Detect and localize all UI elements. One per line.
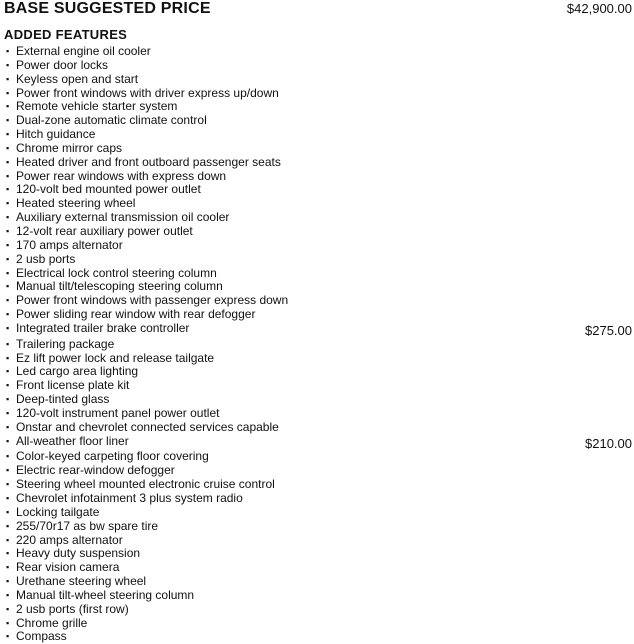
bullet-icon: ▪ xyxy=(6,225,10,236)
feature-price: $275.00 xyxy=(585,322,632,338)
bullet-icon: ▪ xyxy=(6,322,10,333)
feature-label: Manual tilt-wheel steering column xyxy=(16,587,195,602)
feature-label: Trailering package xyxy=(16,336,115,351)
feature-label: Color-keyed carpeting floor covering xyxy=(16,449,209,464)
feature-label: 2 usb ports (first row) xyxy=(16,601,129,616)
feature-label: Front license plate kit xyxy=(16,378,130,393)
bullet-icon: ▪ xyxy=(6,493,10,503)
bullet-icon: ▪ xyxy=(6,170,10,181)
feature-item xyxy=(6,267,632,281)
bullet-icon: ▪ xyxy=(6,631,10,642)
bullet-icon: ▪ xyxy=(6,115,10,126)
base-price-title: BASE SUGGESTED PRICE xyxy=(4,0,211,17)
feature-label: 120-volt instrument panel power outlet xyxy=(16,405,220,420)
feature-item xyxy=(6,435,632,451)
bullet-icon: ▪ xyxy=(6,142,10,153)
feature-item xyxy=(6,365,632,379)
feature-item xyxy=(6,73,632,87)
feature-item xyxy=(6,352,632,366)
feature-label: 255/70r17 as bw spare tire xyxy=(16,518,159,533)
feature-label: Deep-tinted glass xyxy=(16,392,110,407)
feature-item xyxy=(6,393,632,407)
bullet-icon: ▪ xyxy=(6,281,10,292)
added-features-list xyxy=(6,45,632,644)
feature-label: Electric rear-window defogger xyxy=(16,463,175,478)
feature-item xyxy=(6,322,632,338)
feature-label: Electrical lock control steering column xyxy=(16,265,217,280)
feature-item xyxy=(6,100,632,114)
bullet-icon: ▪ xyxy=(6,184,10,195)
feature-label: Chrome grille xyxy=(16,615,88,630)
feature-item xyxy=(6,547,632,561)
bullet-icon: ▪ xyxy=(6,73,10,84)
feature-item xyxy=(6,225,632,239)
bullet-icon: ▪ xyxy=(6,309,10,320)
bullet-icon: ▪ xyxy=(6,589,10,600)
feature-label: Rear vision camera xyxy=(16,560,120,575)
feature-item xyxy=(6,211,632,225)
feature-label: Power front windows with driver express up/down xyxy=(16,85,279,100)
bullet-icon: ▪ xyxy=(6,366,10,377)
feature-item xyxy=(6,534,632,548)
feature-item xyxy=(6,114,632,128)
feature-item xyxy=(6,464,632,478)
feature-label: Power rear windows with express down xyxy=(16,168,227,183)
bullet-icon: ▪ xyxy=(6,451,10,462)
feature-item xyxy=(6,630,632,644)
bullet-icon: ▪ xyxy=(6,534,10,545)
feature-label: Auxiliary external transmission oil cooler xyxy=(16,210,230,225)
feature-item xyxy=(6,253,632,267)
bullet-icon: ▪ xyxy=(6,87,10,98)
feature-label: Chevrolet infotainment 3 plus system radio xyxy=(16,491,243,505)
feature-label: Keyless open and start xyxy=(16,71,139,86)
feature-label: 170 amps alternator xyxy=(16,237,123,252)
feature-item xyxy=(6,506,632,520)
bullet-icon: ▪ xyxy=(6,394,10,405)
feature-item xyxy=(6,338,632,352)
feature-label: Heated steering wheel xyxy=(16,196,136,211)
feature-item xyxy=(6,450,632,464)
feature-label: Ez lift power lock and release tailgate xyxy=(16,350,215,365)
bullet-icon: ▪ xyxy=(6,520,10,531)
feature-item xyxy=(6,589,632,603)
bullet-icon: ▪ xyxy=(6,506,10,517)
feature-price: $210.00 xyxy=(585,435,632,451)
bullet-icon: ▪ xyxy=(6,46,10,56)
feature-label: 220 amps alternator xyxy=(16,532,123,547)
feature-label: Heavy duty suspension xyxy=(16,546,141,561)
bullet-icon: ▪ xyxy=(6,562,10,573)
feature-label: Hitch guidance xyxy=(16,127,96,142)
bullet-icon: ▪ xyxy=(6,101,10,112)
feature-item xyxy=(6,478,632,492)
bullet-icon: ▪ xyxy=(6,212,10,223)
feature-item xyxy=(6,142,632,156)
bullet-icon: ▪ xyxy=(6,352,10,363)
base-price-row xyxy=(4,0,632,20)
feature-item xyxy=(6,59,632,73)
bullet-icon: ▪ xyxy=(6,479,10,490)
bullet-icon: ▪ xyxy=(6,617,10,628)
feature-item xyxy=(6,617,632,631)
feature-label: Power door locks xyxy=(16,57,109,72)
feature-label: Manual tilt/telescoping steering column xyxy=(16,279,223,294)
bullet-icon: ▪ xyxy=(6,198,10,209)
feature-label: 2 usb ports xyxy=(16,251,76,266)
feature-label: Led cargo area lighting xyxy=(16,364,139,379)
feature-label: Urethane steering wheel xyxy=(16,574,147,589)
bullet-icon: ▪ xyxy=(6,253,10,264)
bullet-icon: ▪ xyxy=(6,435,10,446)
base-price-value: $42,900.00 xyxy=(566,1,632,16)
bullet-icon: ▪ xyxy=(6,338,10,349)
feature-label: Remote vehicle starter system xyxy=(16,99,178,114)
added-features-title: ADDED FEATURES xyxy=(4,27,128,42)
bullet-icon: ▪ xyxy=(6,267,10,278)
feature-item xyxy=(6,603,632,617)
feature-label: Power sliding rear window with rear defogger xyxy=(16,307,256,322)
feature-item xyxy=(6,379,632,393)
bullet-icon: ▪ xyxy=(6,407,10,418)
feature-label: Dual-zone automatic climate control xyxy=(16,113,207,128)
bullet-icon: ▪ xyxy=(6,129,10,140)
feature-item xyxy=(6,239,632,253)
bullet-icon: ▪ xyxy=(6,603,10,614)
feature-item xyxy=(6,575,632,589)
bullet-icon: ▪ xyxy=(6,239,10,250)
bullet-icon: ▪ xyxy=(6,380,10,391)
feature-item xyxy=(6,421,632,435)
feature-label: Locking tailgate xyxy=(16,504,100,519)
feature-item xyxy=(6,128,632,142)
feature-item xyxy=(6,156,632,170)
feature-item xyxy=(6,183,632,197)
feature-item xyxy=(6,294,632,308)
feature-label: Chrome mirror caps xyxy=(16,140,123,155)
bullet-icon: ▪ xyxy=(6,576,10,587)
feature-label: Onstar and chevrolet connected services capable xyxy=(16,419,279,434)
feature-item xyxy=(6,45,632,59)
feature-label: Steering wheel mounted electronic cruise control xyxy=(16,477,275,492)
feature-item xyxy=(6,492,632,506)
feature-item xyxy=(6,197,632,211)
feature-label: Heated driver and front outboard passenger seats xyxy=(16,154,281,169)
bullet-icon: ▪ xyxy=(6,421,10,432)
bullet-icon: ▪ xyxy=(6,548,10,559)
feature-label: Integrated trailer brake controller xyxy=(16,320,190,335)
bullet-icon: ▪ xyxy=(6,59,10,70)
feature-item xyxy=(6,407,632,421)
bullet-icon: ▪ xyxy=(6,465,10,476)
feature-item xyxy=(6,87,632,101)
feature-label: 120-volt bed mounted power outlet xyxy=(16,182,201,197)
bullet-icon: ▪ xyxy=(6,156,10,167)
feature-label: 12-volt rear auxiliary power outlet xyxy=(16,223,193,238)
feature-item xyxy=(6,520,632,534)
feature-item xyxy=(6,561,632,575)
feature-label: Compass xyxy=(16,629,67,644)
bullet-icon: ▪ xyxy=(6,295,10,306)
feature-label: All-weather floor liner xyxy=(16,433,129,448)
feature-label: External engine oil cooler xyxy=(16,44,151,58)
feature-item xyxy=(6,308,632,322)
feature-item xyxy=(6,280,632,294)
feature-label: Power front windows with passenger express down xyxy=(16,293,289,308)
feature-item xyxy=(6,170,632,184)
